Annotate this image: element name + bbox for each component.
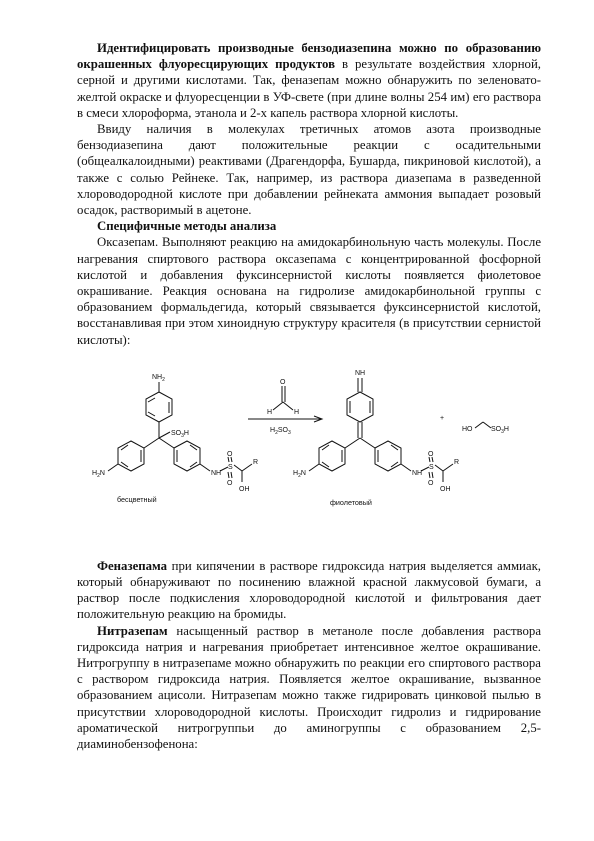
label-plus: + bbox=[440, 414, 445, 422]
label-ho: HO bbox=[462, 425, 473, 433]
document-page bbox=[77, 40, 541, 752]
label-nh-imine: NH bbox=[355, 369, 366, 377]
label-oh-left: OH bbox=[239, 485, 250, 493]
quinoid-ring bbox=[347, 392, 373, 422]
label-h2n-right: $H_2N$ bbox=[293, 469, 306, 479]
benzene-ring-top-left bbox=[146, 392, 172, 422]
label-s-left: S bbox=[228, 463, 233, 471]
intro-text: в результате воздействия хлорной, серной и другими кислотами. Так, феназепам можно обнаружить по зеленовато-желтой окраске и флуоресценции в УФ-свете (при длине волны 254 им) его раствора в смеси хлороформа, этанола и 2-х капель раствора хлорной кислоты. bbox=[77, 57, 541, 120]
label-h2so3: $H_2SO_3$ bbox=[270, 426, 291, 436]
phenazepam-text: при кипячении в растворе гидроксида натрия выделяется аммиак, который обнаруживают по посинению влажной красной лакмусовой бумаги, а раствор после подкисления хлороводородной кислотой и фильтрования дает положительную реакцию на бромиды. bbox=[77, 558, 541, 622]
label-nh2-top: $NH_2$ bbox=[152, 373, 165, 383]
benzene-ring-lower-left-product bbox=[319, 441, 345, 471]
intro-bold-text: Идентифицировать производные бензодиазепина можно по образованию окрашенных флуоресцирующих продуктов bbox=[77, 41, 541, 72]
label-h-left-formaldehyde: H bbox=[267, 408, 273, 416]
label-so3h-byproduct: $SO_3H$ bbox=[491, 425, 509, 435]
reaction-scheme-svg bbox=[62, 352, 542, 534]
label-o-top-right: O bbox=[428, 450, 434, 458]
reaction-scheme bbox=[62, 352, 541, 534]
label-s-right: S bbox=[429, 463, 434, 471]
nitrazepam-bold-text: Нитразепам bbox=[97, 623, 168, 638]
phenazepam-bold-text: Феназепама bbox=[97, 558, 168, 573]
paragraph-oxazepam: Оксазепам. Выполняют реакцию на амидокарбинольную часть молекулы. После нагревания спиртового раствора оксазепама с концентрированной фосфорной кислотой и добавления фуксинсернистой кислоты появляется фиолетовое окрашивание. Реакция основана на гидролизе амидокарбинольной группы с образованием формальдегида, который связывается фуксинсернистой кислотой, восстанавливая при этом хиноидную структуру красителя (в присутствии сернистой кислоты): bbox=[77, 235, 541, 347]
label-colorless: бесцветный bbox=[117, 494, 157, 504]
label-o-top-left: O bbox=[227, 450, 233, 458]
label-o-formaldehyde: O bbox=[280, 378, 286, 386]
paragraph-phenazepam bbox=[77, 558, 541, 623]
label-h2n-left: $H_2N$ bbox=[92, 469, 105, 479]
paragraph-nitrazepam bbox=[77, 623, 541, 753]
label-nh-left: NH bbox=[211, 469, 222, 477]
benzene-ring-lower-right bbox=[174, 441, 200, 471]
label-h-right-formaldehyde: H bbox=[294, 408, 300, 416]
paragraph-tertiary-nitrogen: Ввиду наличия в молекулах третичных атомов азота производные бензодиазепина дают положительные реакции с осадительными (общеалкалоидными) реактивами (Драгендорфа, Бушарда, пикриновой кислотой), а также с солью Рейнеке. Так, например, из раствора диазепама в разведенной хлороводородной кислоте при добавлении рейнеката аммония выпадает розовый осадок, растворимый в ацетоне. bbox=[77, 122, 541, 218]
benzene-ring-lower-left bbox=[118, 441, 144, 471]
label-o-bottom-left: O bbox=[227, 479, 233, 487]
label-o-bottom-right: O bbox=[428, 479, 434, 487]
label-so3h: $SO_3H$ bbox=[171, 429, 189, 439]
label-r-left: R bbox=[253, 458, 259, 466]
label-violet: фиолетовый bbox=[330, 497, 372, 507]
paragraph-intro bbox=[77, 40, 541, 121]
nitrazepam-text: насыщенный раствор в метаноле после добавления раствора гидроксида натрия и нагревания приобретает интенсивное желтое окрашивание. Нитрогруппу в нитразепаме можно обнаружить по реакции его спиртового раствора с раствором гидроксида натрия. Появляется желтое окрашивание, вызванное образованием ацисоли. Нитразепам можно также гидрировать цинковой пылью в присутствии хлороводородной кислоты. Происходит гидролиз и гидрирование ароматической нитрогруппьи до аминогруппы с образованием 2,5-диаминобензофенона: bbox=[77, 623, 541, 752]
benzene-ring-lower-right-product bbox=[375, 441, 401, 471]
label-oh-right: OH bbox=[440, 485, 451, 493]
section-heading: Специфичные методы анализа bbox=[97, 219, 277, 234]
label-nh-right: NH bbox=[412, 469, 423, 477]
label-r-right: R bbox=[454, 458, 460, 466]
